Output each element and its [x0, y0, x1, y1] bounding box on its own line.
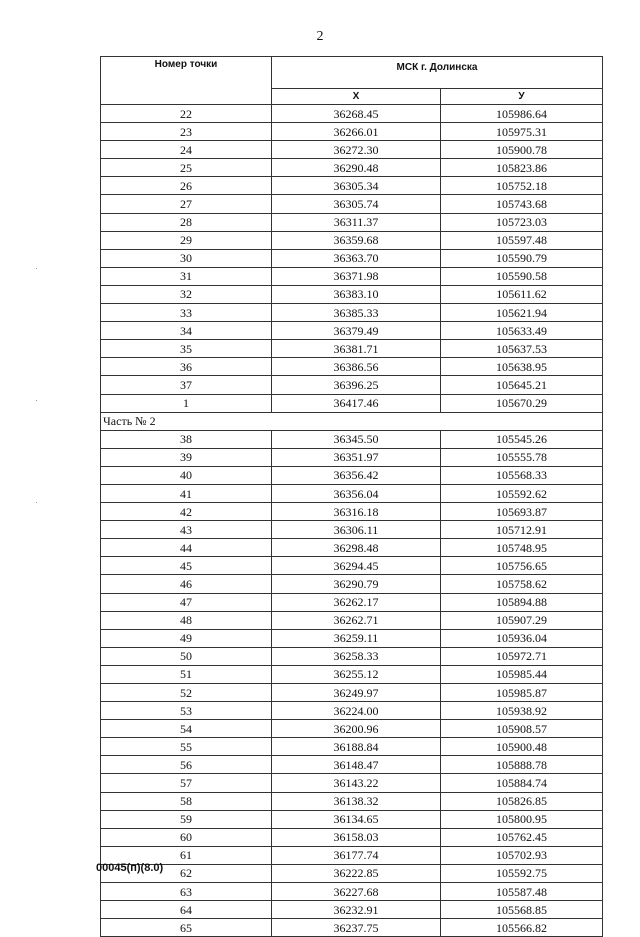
- x-coordinate-cell: 36381.71: [272, 340, 441, 358]
- y-coordinate-cell: 105621.94: [441, 304, 603, 322]
- x-coordinate-cell: 36383.10: [272, 285, 441, 303]
- y-coordinate-cell: 105894.88: [441, 593, 603, 611]
- x-coordinate-cell: 36356.04: [272, 484, 441, 502]
- point-number-cell: 55: [101, 738, 272, 756]
- point-number-cell: 53: [101, 702, 272, 720]
- y-coordinate-cell: 105670.29: [441, 394, 603, 412]
- table-row: [101, 322, 603, 340]
- x-coordinate-cell: 36379.49: [272, 322, 441, 340]
- y-coordinate-cell: 105823.86: [441, 159, 603, 177]
- table-row: [101, 575, 603, 593]
- table-row: [101, 304, 603, 322]
- y-coordinate-cell: 105986.64: [441, 105, 603, 123]
- x-coordinate-cell: 36272.30: [272, 141, 441, 159]
- point-number-cell: 25: [101, 159, 272, 177]
- point-number-cell: 59: [101, 810, 272, 828]
- x-coordinate-cell: 36290.48: [272, 159, 441, 177]
- y-coordinate-cell: 105592.62: [441, 484, 603, 502]
- y-coordinate-cell: 105590.58: [441, 267, 603, 285]
- point-number-cell: 62: [101, 864, 272, 882]
- point-number-cell: 48: [101, 611, 272, 629]
- y-coordinate-cell: 105693.87: [441, 503, 603, 521]
- table-row: [101, 810, 603, 828]
- point-number-cell: 22: [101, 105, 272, 123]
- x-coordinate-cell: 36298.48: [272, 539, 441, 557]
- point-number-cell: 29: [101, 231, 272, 249]
- point-number-cell: 58: [101, 792, 272, 810]
- table-row: [101, 376, 603, 394]
- point-number-cell: 61: [101, 846, 272, 864]
- table-row: [101, 557, 603, 575]
- x-coordinate-cell: 36158.03: [272, 828, 441, 846]
- table-row: [101, 394, 603, 412]
- table-row: [101, 213, 603, 231]
- y-coordinate-cell: 105743.68: [441, 195, 603, 213]
- document-code: 00045(п)(8.0): [96, 862, 164, 874]
- header-coordinate-system: МСК г. Долинска: [272, 57, 603, 89]
- y-coordinate-cell: 105590.79: [441, 249, 603, 267]
- scan-speck: [36, 400, 37, 401]
- table-row: [101, 828, 603, 846]
- x-coordinate-cell: 36396.25: [272, 376, 441, 394]
- point-number-cell: 26: [101, 177, 272, 195]
- point-number-cell: 47: [101, 593, 272, 611]
- x-coordinate-cell: 36237.75: [272, 919, 441, 937]
- x-coordinate-cell: 36232.91: [272, 901, 441, 919]
- table-row: [101, 665, 603, 683]
- table-row: [101, 593, 603, 611]
- point-number-cell: 31: [101, 267, 272, 285]
- y-coordinate-cell: 105597.48: [441, 231, 603, 249]
- x-coordinate-cell: 36363.70: [272, 249, 441, 267]
- point-number-cell: 63: [101, 883, 272, 901]
- table-row: [101, 448, 603, 466]
- table-row: [101, 702, 603, 720]
- y-coordinate-cell: 105568.85: [441, 901, 603, 919]
- point-number-cell: 65: [101, 919, 272, 937]
- header-x: Х: [272, 89, 441, 105]
- x-coordinate-cell: 36148.47: [272, 756, 441, 774]
- table-row: [101, 720, 603, 738]
- y-coordinate-cell: 105985.44: [441, 665, 603, 683]
- header-y: У: [441, 89, 603, 105]
- scan-speck: [36, 268, 37, 269]
- section-row: [101, 412, 603, 430]
- x-coordinate-cell: 36316.18: [272, 503, 441, 521]
- table-row: [101, 919, 603, 937]
- point-number-cell: 30: [101, 249, 272, 267]
- table-row: [101, 105, 603, 123]
- table-row: [101, 792, 603, 810]
- point-number-cell: 40: [101, 466, 272, 484]
- table-row: [101, 539, 603, 557]
- table-row: [101, 647, 603, 665]
- y-coordinate-cell: 105756.65: [441, 557, 603, 575]
- point-number-cell: 34: [101, 322, 272, 340]
- point-number-cell: 41: [101, 484, 272, 502]
- x-coordinate-cell: 36268.45: [272, 105, 441, 123]
- y-coordinate-cell: 105712.91: [441, 521, 603, 539]
- table-row: [101, 466, 603, 484]
- table-row: [101, 195, 603, 213]
- y-coordinate-cell: 105752.18: [441, 177, 603, 195]
- point-number-cell: 39: [101, 448, 272, 466]
- x-coordinate-cell: 36417.46: [272, 394, 441, 412]
- x-coordinate-cell: 36188.84: [272, 738, 441, 756]
- point-number-cell: 37: [101, 376, 272, 394]
- table-row: [101, 177, 603, 195]
- y-coordinate-cell: 105645.21: [441, 376, 603, 394]
- x-coordinate-cell: 36222.85: [272, 864, 441, 882]
- y-coordinate-cell: 105638.95: [441, 358, 603, 376]
- y-coordinate-cell: 105907.29: [441, 611, 603, 629]
- table-row: [101, 503, 603, 521]
- table-row: [101, 864, 603, 882]
- x-coordinate-cell: 36294.45: [272, 557, 441, 575]
- table-row: [101, 611, 603, 629]
- page-number: 2: [316, 29, 324, 44]
- x-coordinate-cell: 36386.56: [272, 358, 441, 376]
- x-coordinate-cell: 36359.68: [272, 231, 441, 249]
- y-coordinate-cell: 105762.45: [441, 828, 603, 846]
- y-coordinate-cell: 105592.75: [441, 864, 603, 882]
- point-number-cell: 50: [101, 647, 272, 665]
- x-coordinate-cell: 36290.79: [272, 575, 441, 593]
- x-coordinate-cell: 36305.34: [272, 177, 441, 195]
- x-coordinate-cell: 36255.12: [272, 665, 441, 683]
- y-coordinate-cell: 105908.57: [441, 720, 603, 738]
- table-row: [101, 684, 603, 702]
- x-coordinate-cell: 36249.97: [272, 684, 441, 702]
- point-number-cell: 49: [101, 629, 272, 647]
- y-coordinate-cell: 105800.95: [441, 810, 603, 828]
- x-coordinate-cell: 36258.33: [272, 647, 441, 665]
- table-row: [101, 629, 603, 647]
- point-number-cell: 23: [101, 123, 272, 141]
- y-coordinate-cell: 105884.74: [441, 774, 603, 792]
- y-coordinate-cell: 105568.33: [441, 466, 603, 484]
- y-coordinate-cell: 105723.03: [441, 213, 603, 231]
- x-coordinate-cell: 36262.17: [272, 593, 441, 611]
- part-2-rows: [101, 430, 603, 937]
- table-row: [101, 340, 603, 358]
- point-number-cell: 57: [101, 774, 272, 792]
- x-coordinate-cell: 36305.74: [272, 195, 441, 213]
- y-coordinate-cell: 105938.92: [441, 702, 603, 720]
- table-row: [101, 901, 603, 919]
- point-number-cell: 45: [101, 557, 272, 575]
- y-coordinate-cell: 105975.31: [441, 123, 603, 141]
- point-number-cell: 43: [101, 521, 272, 539]
- point-number-cell: 42: [101, 503, 272, 521]
- x-coordinate-cell: 36351.97: [272, 448, 441, 466]
- part-1-rows: [101, 105, 603, 413]
- table-row: [101, 883, 603, 901]
- table-row: [101, 358, 603, 376]
- section-row-wrap: [101, 412, 603, 430]
- x-coordinate-cell: 36306.11: [272, 521, 441, 539]
- table-row: [101, 267, 603, 285]
- y-coordinate-cell: 105758.62: [441, 575, 603, 593]
- table-row: [101, 521, 603, 539]
- table-row: [101, 774, 603, 792]
- table-row: [101, 123, 603, 141]
- x-coordinate-cell: 36385.33: [272, 304, 441, 322]
- table-row: [101, 756, 603, 774]
- y-coordinate-cell: 105900.48: [441, 738, 603, 756]
- y-coordinate-cell: 105985.87: [441, 684, 603, 702]
- x-coordinate-cell: 36262.71: [272, 611, 441, 629]
- x-coordinate-cell: 36371.98: [272, 267, 441, 285]
- point-number-cell: 24: [101, 141, 272, 159]
- point-number-cell: 33: [101, 304, 272, 322]
- x-coordinate-cell: 36311.37: [272, 213, 441, 231]
- x-coordinate-cell: 36224.00: [272, 702, 441, 720]
- point-number-cell: 56: [101, 756, 272, 774]
- y-coordinate-cell: 105611.62: [441, 285, 603, 303]
- y-coordinate-cell: 105826.85: [441, 792, 603, 810]
- x-coordinate-cell: 36200.96: [272, 720, 441, 738]
- y-coordinate-cell: 105936.04: [441, 629, 603, 647]
- table-row: [101, 249, 603, 267]
- y-coordinate-cell: 105972.71: [441, 647, 603, 665]
- x-coordinate-cell: 36134.65: [272, 810, 441, 828]
- point-number-cell: 38: [101, 430, 272, 448]
- y-coordinate-cell: 105888.78: [441, 756, 603, 774]
- point-number-cell: 35: [101, 340, 272, 358]
- table-row: [101, 430, 603, 448]
- coordinates-table: [100, 56, 603, 937]
- point-number-cell: 51: [101, 665, 272, 683]
- point-number-cell: 44: [101, 539, 272, 557]
- point-number-cell: 32: [101, 285, 272, 303]
- y-coordinate-cell: 105637.53: [441, 340, 603, 358]
- table-row: [101, 738, 603, 756]
- x-coordinate-cell: 36356.42: [272, 466, 441, 484]
- y-coordinate-cell: 105555.78: [441, 448, 603, 466]
- table-row: [101, 285, 603, 303]
- scan-speck: [36, 502, 37, 503]
- y-coordinate-cell: 105566.82: [441, 919, 603, 937]
- y-coordinate-cell: 105748.95: [441, 539, 603, 557]
- x-coordinate-cell: 36345.50: [272, 430, 441, 448]
- point-number-cell: 28: [101, 213, 272, 231]
- point-number-cell: 52: [101, 684, 272, 702]
- table-row: [101, 159, 603, 177]
- x-coordinate-cell: 36259.11: [272, 629, 441, 647]
- section-label: Часть № 2: [101, 412, 603, 430]
- point-number-cell: 60: [101, 828, 272, 846]
- x-coordinate-cell: 36177.74: [272, 846, 441, 864]
- point-number-cell: 27: [101, 195, 272, 213]
- x-coordinate-cell: 36143.22: [272, 774, 441, 792]
- x-coordinate-cell: 36138.32: [272, 792, 441, 810]
- y-coordinate-cell: 105900.78: [441, 141, 603, 159]
- point-number-cell: 36: [101, 358, 272, 376]
- table-row: [101, 231, 603, 249]
- point-number-cell: 54: [101, 720, 272, 738]
- y-coordinate-cell: 105587.48: [441, 883, 603, 901]
- point-number-cell: 64: [101, 901, 272, 919]
- y-coordinate-cell: 105633.49: [441, 322, 603, 340]
- point-number-cell: 1: [101, 394, 272, 412]
- x-coordinate-cell: 36227.68: [272, 883, 441, 901]
- point-number-cell: 46: [101, 575, 272, 593]
- header-point-number: Номер точки: [101, 57, 272, 105]
- table-row: [101, 846, 603, 864]
- table-row: [101, 141, 603, 159]
- table-header: [101, 57, 603, 105]
- y-coordinate-cell: 105545.26: [441, 430, 603, 448]
- table-row: [101, 484, 603, 502]
- x-coordinate-cell: 36266.01: [272, 123, 441, 141]
- y-coordinate-cell: 105702.93: [441, 846, 603, 864]
